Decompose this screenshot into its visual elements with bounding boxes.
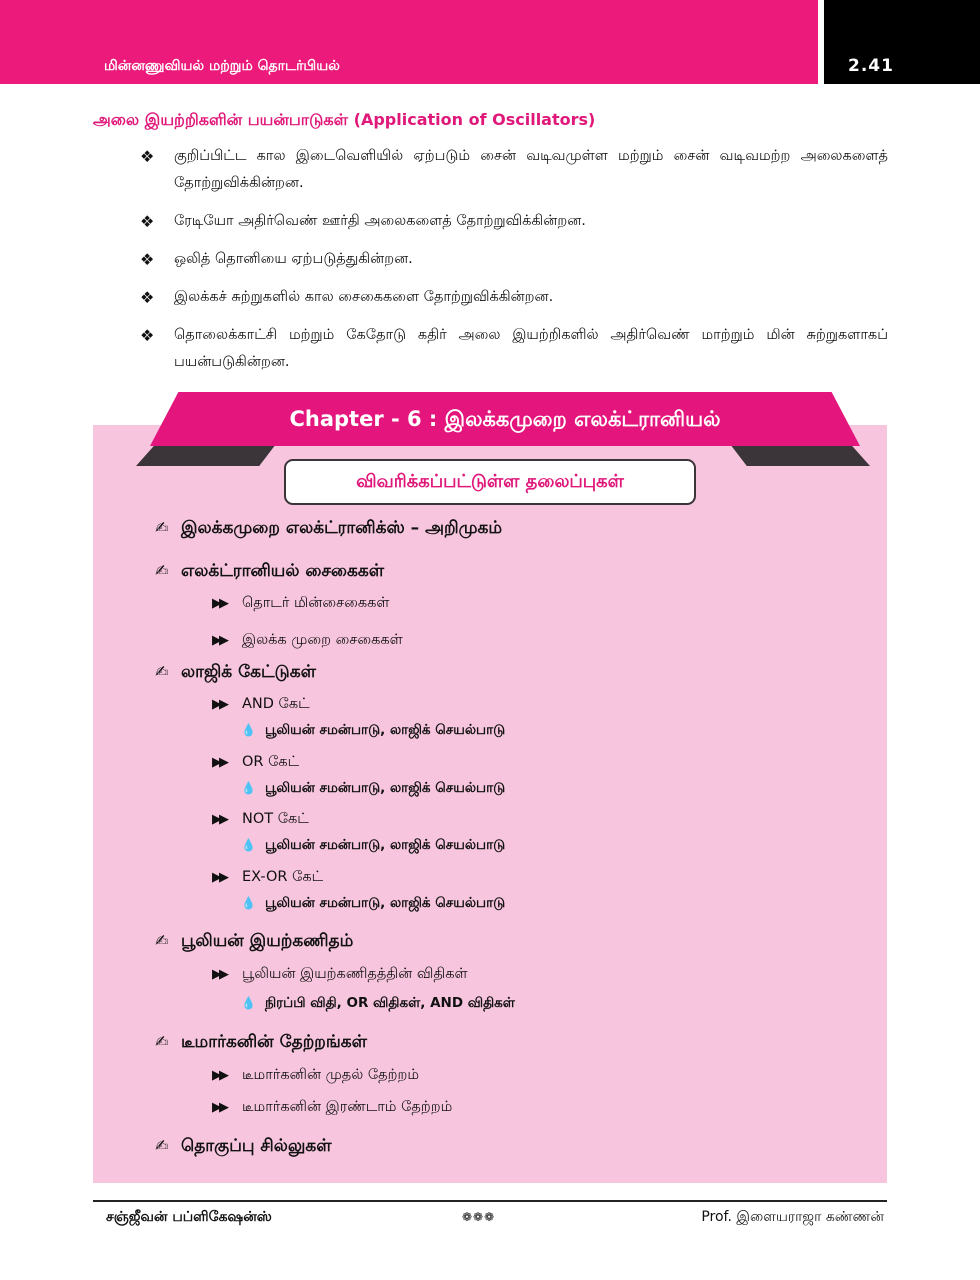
writing-hand-icon: ✍ <box>155 518 169 537</box>
topic-item: ✍ பூலியன் இயற்கணிதம் <box>155 931 354 951</box>
topic-item: ✍ டீமார்கனின் தேற்றங்கள் <box>155 1032 367 1052</box>
author-name: Prof. இளையராஜா கண்ணன் <box>701 1209 884 1225</box>
topic-item: ✍ தொகுப்பு சில்லுகள் <box>155 1136 332 1156</box>
drop-icon: 💧 <box>241 723 256 737</box>
diamond-bullet-icon: ❖ <box>140 212 155 231</box>
double-arrow-icon: ▶▶ <box>212 596 226 611</box>
double-arrow-icon: ▶▶ <box>212 967 226 982</box>
subtopic-item: ▶▶ இலக்க முறை சைகைகள் <box>212 632 403 648</box>
double-arrow-icon: ▶▶ <box>212 697 226 712</box>
double-arrow-icon: ▶▶ <box>212 1068 226 1083</box>
chapter-title: Chapter - 6 : இலக்கமுறை எலக்ட்ரானியல் <box>289 407 721 431</box>
writing-hand-icon: ✍ <box>155 662 169 681</box>
double-arrow-icon: ▶▶ <box>212 812 226 827</box>
ribbon-fold-left <box>136 444 276 466</box>
drop-icon: 💧 <box>241 838 256 852</box>
subtopic-item: ▶▶ NOT கேட் <box>212 811 309 827</box>
list-item: ❖ இலக்கச் சுற்றுகளில் கால சைகைகளை தோற்றுவிக்கின்றன. <box>140 284 888 311</box>
drop-icon: 💧 <box>241 996 256 1010</box>
list-item: ❖ குறிப்பிட்ட கால இடைவெளியில் ஏற்படும் சைன் வடிவமுள்ள மற்றும் சைன் வடிவமற்ற அலைகளைத் தோற்றுவிக்கின்றன. <box>140 143 888 197</box>
section-heading: அலை இயற்றிகளின் பயன்பாடுகள் (Application of Oscillators) <box>93 110 596 129</box>
double-arrow-icon: ▶▶ <box>212 633 226 648</box>
subtopic-item: ▶▶ தொடர் மின்சைகைகள் <box>212 595 390 611</box>
ribbon-fold-right <box>730 444 870 466</box>
drop-icon: 💧 <box>241 781 256 795</box>
topic-item: ✍ லாஜிக் கேட்டுகள் <box>155 662 316 682</box>
publisher-name: சஞ்ஜீவன் பப்ளிகேஷன்ஸ் <box>106 1209 272 1225</box>
application-list <box>140 143 888 387</box>
writing-hand-icon: ✍ <box>155 1136 169 1155</box>
diamond-bullet-icon: ❖ <box>140 147 155 166</box>
writing-hand-icon: ✍ <box>155 561 169 580</box>
diamond-bullet-icon: ❖ <box>140 250 155 269</box>
writing-hand-icon: ✍ <box>155 1032 169 1051</box>
topic-item: ✍ எலக்ட்ரானியல் சைகைகள் <box>155 561 385 581</box>
running-header-title: மின்னணுவியல் மற்றும் தொடர்பியல் <box>104 58 340 74</box>
footer-rule <box>93 1200 887 1202</box>
writing-hand-icon: ✍ <box>155 931 169 950</box>
double-arrow-icon: ▶▶ <box>212 870 226 885</box>
list-item: ❖ ஒலித் தொனியை ஏற்படுத்துகின்றன. <box>140 246 888 273</box>
detail-item: 💧 பூலியன் சமன்பாடு, லாஜிக் செயல்பாடு <box>241 722 506 738</box>
subtopic-item: ▶▶ OR கேட் <box>212 754 300 770</box>
detail-item: 💧 பூலியன் சமன்பாடு, லாஜிக் செயல்பாடு <box>241 837 506 853</box>
chapter-panel <box>93 425 887 1183</box>
detail-item: 💧 பூலியன் சமன்பாடு, லாஜிக் செயல்பாடு <box>241 780 506 796</box>
diamond-bullet-icon: ❖ <box>140 326 155 345</box>
topic-item: ✍ இலக்கமுறை எலக்ட்ரானிக்ஸ் – அறிமுகம் <box>155 518 503 538</box>
topics-subtitle: விவரிக்கப்பட்டுள்ள தலைப்புகள் <box>284 459 696 505</box>
detail-item: 💧 நிரப்பி விதி, OR விதிகள், AND விதிகள் <box>241 995 515 1011</box>
list-item: ❖ ரேடியோ அதிர்வெண் ஊர்தி அலைகளைத் தோற்றுவிக்கின்றன. <box>140 208 888 235</box>
page-number: 2.41 <box>848 56 894 76</box>
subtopic-item: ▶▶ பூலியன் இயற்கணிதத்தின் விதிகள் <box>212 966 468 982</box>
subtopic-item: ▶▶ EX-OR கேட் <box>212 869 324 885</box>
double-arrow-icon: ▶▶ <box>212 1100 226 1115</box>
detail-item: 💧 பூலியன் சமன்பாடு, லாஜிக் செயல்பாடு <box>241 895 506 911</box>
flower-ornament-icon: ❁❁❁ <box>462 1210 496 1224</box>
list-item: ❖ தொலைக்காட்சி மற்றும் கேதோடு கதிர் அலை இயற்றிகளில் அதிர்வெண் மாற்றும் மின் சுற்றுகளாகப் பயன்படுகின்றன. <box>140 322 888 376</box>
diamond-bullet-icon: ❖ <box>140 288 155 307</box>
subtopic-item: ▶▶ டீமார்கனின் முதல் தேற்றம் <box>212 1067 419 1083</box>
double-arrow-icon: ▶▶ <box>212 755 226 770</box>
subtopic-item: ▶▶ டீமார்கனின் இரண்டாம் தேற்றம் <box>212 1099 453 1115</box>
drop-icon: 💧 <box>241 896 256 910</box>
subtopic-item: ▶▶ AND கேட் <box>212 696 310 712</box>
